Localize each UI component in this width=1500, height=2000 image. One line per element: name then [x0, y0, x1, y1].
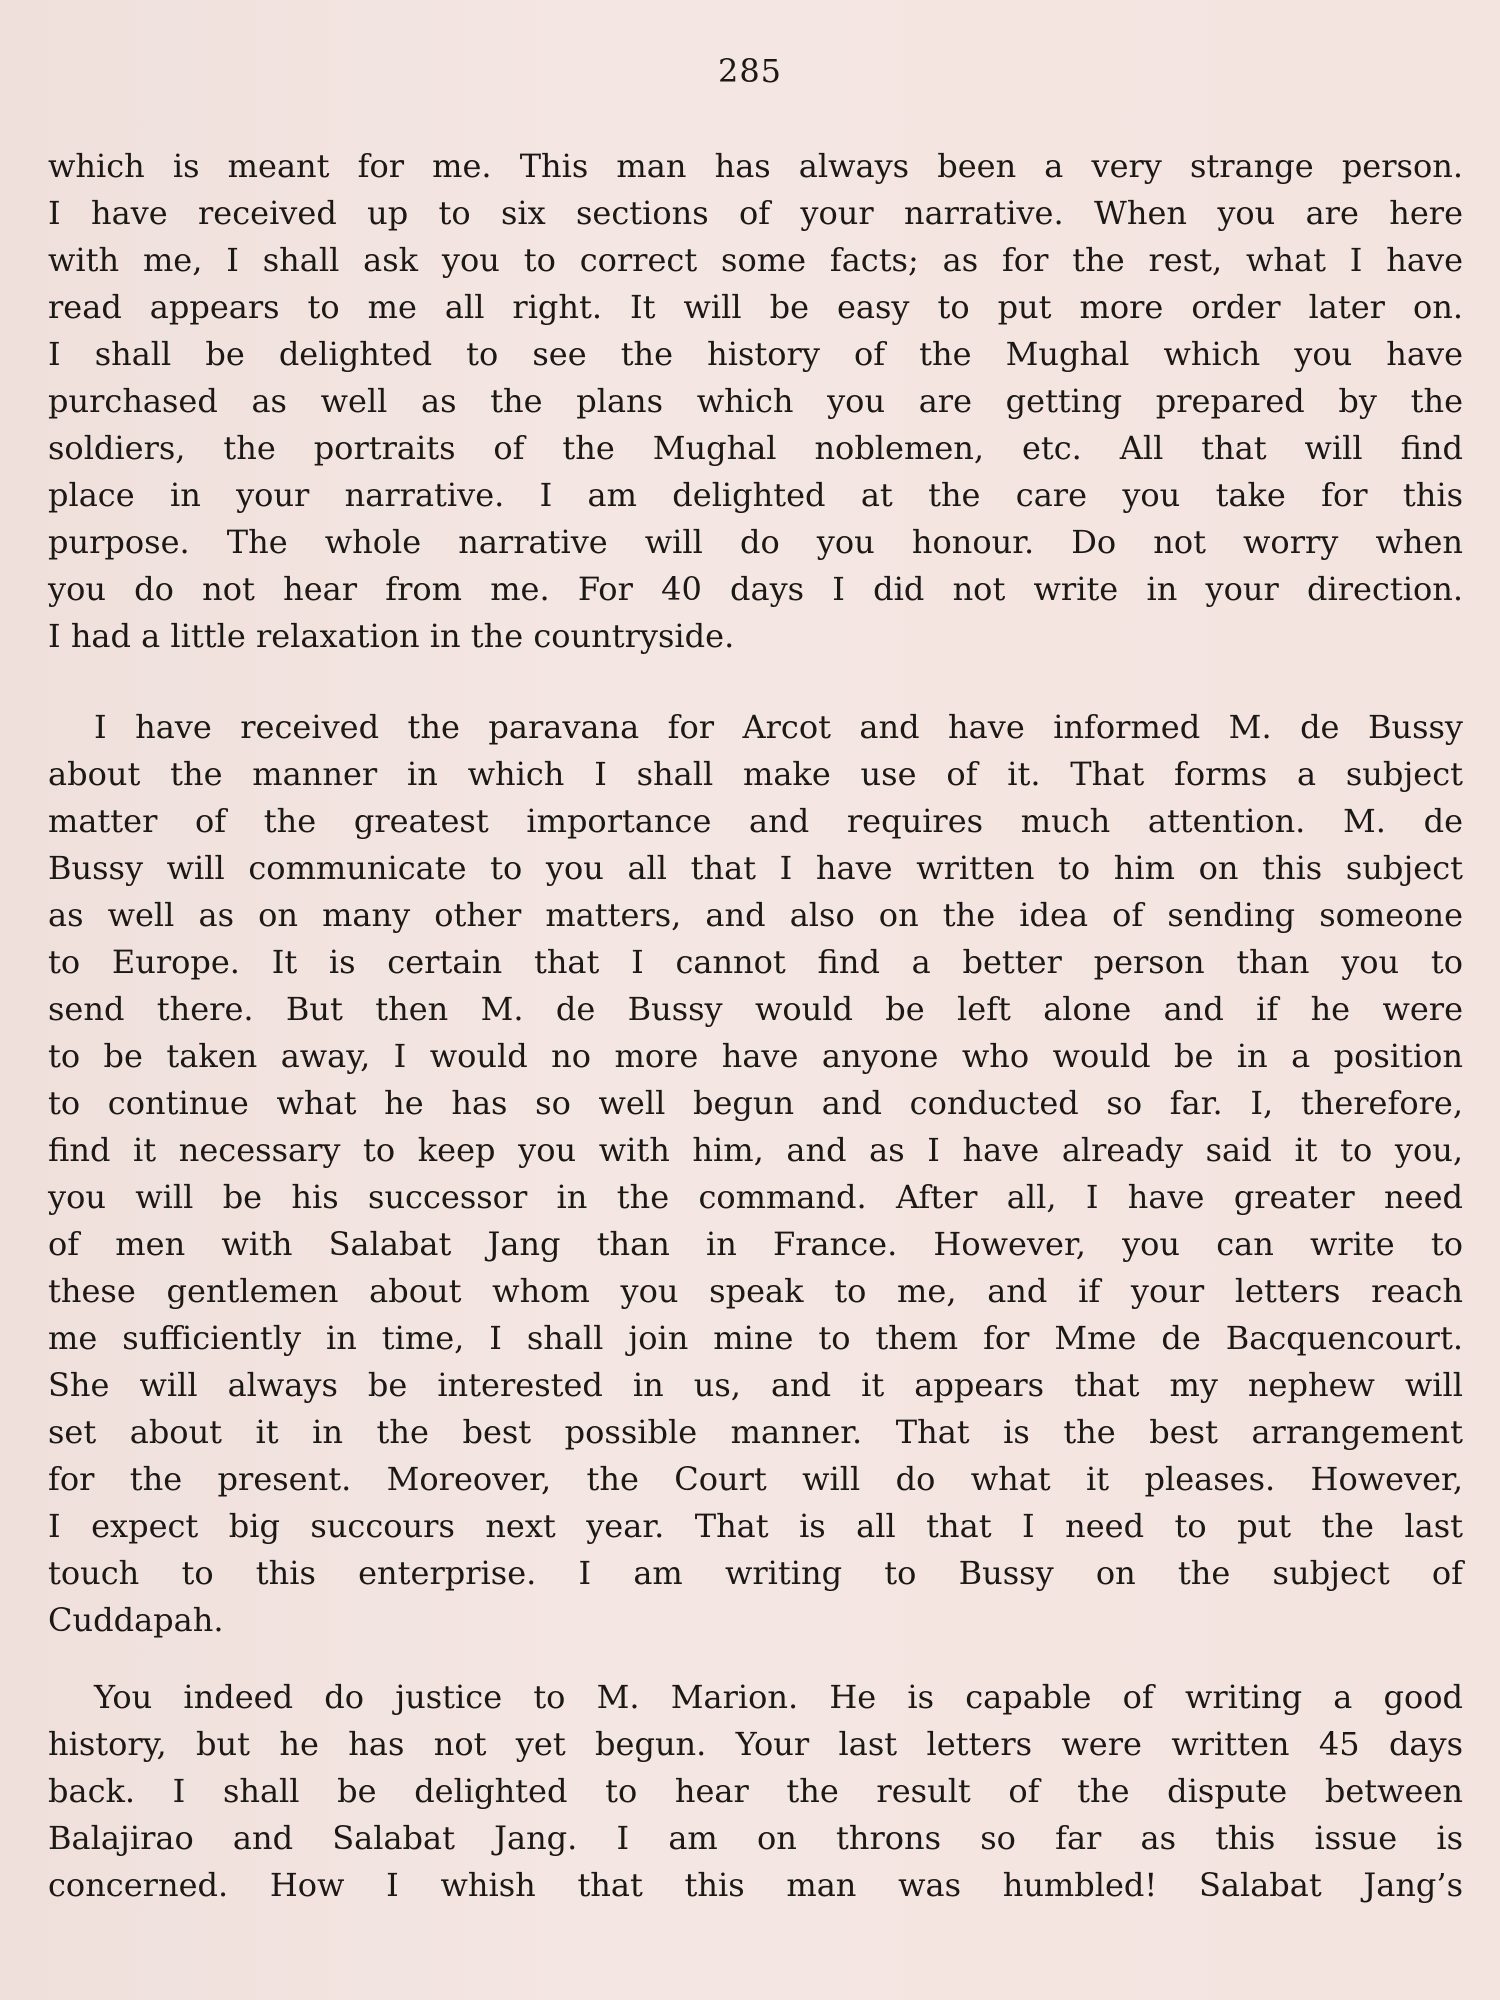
text-line: find it necessary to keep you with him, and as I have already said it to you, [48, 1131, 1463, 1169]
text-line: You indeed do justice to M. Marion. He is capable of writing a good [94, 1678, 1463, 1716]
text-line: these gentlemen about whom you speak to me, and if your letters reach [48, 1272, 1463, 1310]
text-line: matter of the greatest importance and requires much attention. M. de [48, 802, 1463, 840]
text-line: you will be his successor in the command. After all, I have greater need [48, 1178, 1463, 1216]
text-line: Bussy will communicate to you all that I have written to him on this subject [48, 849, 1463, 887]
text-line: I have received up to six sections of your narrative. When you are here [48, 194, 1463, 232]
text-line: back. I shall be delighted to hear the result of the dispute between [48, 1772, 1463, 1810]
text-line: send there. But then M. de Bussy would be left alone and if he were [48, 990, 1463, 1028]
text-line: which is meant for me. This man has always been a very strange person. [48, 147, 1463, 185]
text-line: with me, I shall ask you to correct some facts; as for the rest, what I have [48, 241, 1463, 279]
text-line: soldiers, the portraits of the Mughal noblemen, etc. All that will find [48, 429, 1463, 467]
paragraph-2 [48, 704, 1463, 1644]
text-line: I expect big succours next year. That is all that I need to put the last [48, 1507, 1463, 1545]
text-line: I have received the paravana for Arcot and have informed M. de Bussy [94, 708, 1463, 746]
text-line: about the manner in which I shall make use of it. That forms a subject [48, 755, 1463, 793]
text-line: She will always be interested in us, and it appears that my nephew will [48, 1366, 1463, 1404]
text-line: me sufficiently in time, I shall join mine to them for Mme de Bacquencourt. [48, 1319, 1463, 1357]
text-line: to be taken away, I would no more have anyone who would be in a position [48, 1037, 1463, 1075]
text-line: Cuddapah. [48, 1601, 224, 1639]
paragraph-1 [48, 143, 1463, 660]
text-line: purchased as well as the plans which you are getting prepared by the [48, 382, 1463, 420]
text-line: place in your narrative. I am delighted at the care you take for this [48, 476, 1463, 514]
text-line: history, but he has not yet begun. Your last letters were written 45 days [48, 1725, 1463, 1763]
text-line: as well as on many other matters, and also on the idea of sending someone [48, 896, 1463, 934]
text-line: of men with Salabat Jang than in France. However, you can write to [48, 1225, 1463, 1263]
text-line: to Europe. It is certain that I cannot find a better person than you to [48, 943, 1463, 981]
text-line: read appears to me all right. It will be easy to put more order later on. [48, 288, 1463, 326]
text-line: to continue what he has so well begun and conducted so far. I, therefore, [48, 1084, 1463, 1122]
text-line: set about it in the best possible manner. That is the best arrangement [48, 1413, 1463, 1451]
text-line: concerned. How I whish that this man was humbled! Salabat Jang’s [48, 1866, 1463, 1904]
text-line: I had a little relaxation in the countryside. [48, 617, 735, 655]
text-line: you do not hear from me. For 40 days I did not write in your direction. [48, 570, 1463, 608]
text-line: Balajirao and Salabat Jang. I am on throns so far as this issue is [48, 1819, 1463, 1857]
text-line: for the present. Moreover, the Court will do what it pleases. However, [48, 1460, 1463, 1498]
text-line: I shall be delighted to see the history of the Mughal which you have [48, 335, 1463, 373]
paragraph-3 [48, 1674, 1463, 1909]
text-line: purpose. The whole narrative will do you honour. Do not worry when [48, 523, 1463, 561]
text-line: touch to this enterprise. I am writing to Bussy on the subject of [48, 1554, 1463, 1592]
page-number: 285 [717, 52, 783, 90]
